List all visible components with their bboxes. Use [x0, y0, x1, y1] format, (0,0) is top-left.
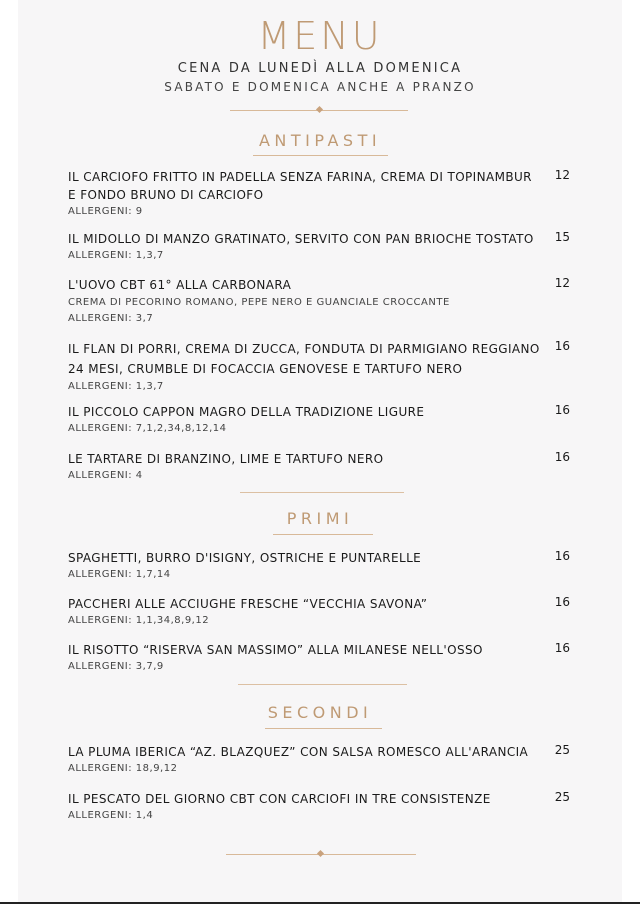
dish-name: IL RISOTTO “RISERVA SAN MASSIMO” ALLA MILANESE NELL'OSSO — [68, 643, 483, 657]
menu-subtitle-lunch: SABATO E DOMENICA ANCHE A PRANZO — [164, 80, 476, 94]
dish-name: PACCHERI ALLE ACCIUGHE FRESCHE “VECCHIA SAVONA” — [68, 597, 428, 611]
dish-tartare — [68, 450, 588, 483]
dish-midollo — [68, 230, 588, 263]
dish-allergens: ALLERGENI: 1,7,14 — [68, 569, 171, 580]
dish-allergens: ALLERGENI: 4 — [68, 470, 143, 481]
dish-price: 12 — [554, 276, 570, 290]
dish-allergens: ALLERGENI: 3,7,9 — [68, 661, 164, 672]
dish-name: IL FLAN DI PORRI, CREMA DI ZUCCA, FONDUTA DI PARMIGIANO REGGIANO 24 MESI, CRUMBLE DI FOCACCIA GENOVESE E TARTUFO NERO — [68, 342, 540, 376]
dish-allergens: ALLERGENI: 3,7 — [68, 313, 154, 324]
dish-name: IL PICCOLO CAPPON MAGRO DELLA TRADIZIONE LIGURE — [68, 405, 425, 419]
dish-price: 12 — [554, 168, 570, 182]
section-divider — [238, 684, 407, 685]
dish-price: 16 — [554, 450, 570, 464]
dish-price: 25 — [554, 790, 570, 804]
section-title-secondi: SECONDI — [267, 703, 373, 722]
dish-allergens: ALLERGENI: 7,1,2,34,8,12,14 — [68, 423, 227, 434]
dish-price: 16 — [554, 549, 570, 563]
dish-price: 16 — [554, 595, 570, 609]
dish-name: IL PESCATO DEL GIORNO CBT CON CARCIOFI IN TRE CONSISTENZE — [68, 792, 491, 806]
section-title-primi: PRIMI — [286, 509, 354, 528]
dish-name: IL MIDOLLO DI MANZO GRATINATO, SERVITO CON PAN BRIOCHE TOSTATO — [68, 232, 534, 246]
dish-pescato — [68, 790, 588, 823]
dish-uovo — [68, 276, 588, 326]
dish-description: CREMA DI PECORINO ROMANO, PEPE NERO E GUANCIALE CROCCANTE — [68, 297, 450, 308]
dish-price: 16 — [554, 339, 570, 353]
dish-risotto — [68, 641, 588, 674]
top-ornament-diamond — [316, 106, 323, 113]
page-bottom-border — [0, 902, 640, 904]
section-divider — [240, 492, 404, 493]
dish-cappon-magro — [68, 403, 588, 436]
dish-allergens: ALLERGENI: 1,3,7 — [68, 250, 164, 261]
dish-allergens: ALLERGENI: 1,1,34,8,9,12 — [68, 615, 210, 626]
section-underline-primi — [273, 534, 373, 535]
dish-carciofo — [68, 168, 588, 219]
dish-paccheri — [68, 595, 588, 628]
section-title-antipasti: ANTIPASTI — [258, 131, 382, 150]
menu-subtitle-dinner: CENA DA LUNEDÌ ALLA DOMENICA — [177, 61, 463, 76]
dish-spaghetti — [68, 549, 588, 582]
section-underline-antipasti — [253, 155, 388, 156]
dish-name: L'UOVO CBT 61° ALLA CARBONARA — [68, 278, 292, 292]
menu-page — [18, 0, 622, 902]
menu-title: MENU — [257, 14, 383, 58]
section-underline-secondi — [265, 728, 382, 729]
dish-allergens: ALLERGENI: 18,9,12 — [68, 763, 178, 774]
dish-allergens: ALLERGENI: 9 — [68, 206, 143, 217]
dish-flan — [68, 339, 588, 394]
dish-price: 16 — [554, 403, 570, 417]
bottom-ornament-diamond — [317, 850, 324, 857]
dish-price: 25 — [554, 743, 570, 757]
dish-allergens: ALLERGENI: 1,3,7 — [68, 381, 164, 392]
dish-allergens: ALLERGENI: 1,4 — [68, 810, 154, 821]
dish-name: SPAGHETTI, BURRO D'ISIGNY, OSTRICHE E PUNTARELLE — [68, 551, 422, 565]
dish-price: 15 — [554, 230, 570, 244]
dish-name: LA PLUMA IBERICA “AZ. BLAZQUEZ” CON SALSA ROMESCO ALL'ARANCIA — [68, 745, 529, 759]
dish-name: LE TARTARE DI BRANZINO, LIME E TARTUFO NERO — [68, 452, 384, 466]
dish-pluma-iberica — [68, 743, 588, 776]
dish-price: 16 — [554, 641, 570, 655]
dish-name: IL CARCIOFO FRITTO IN PADELLA SENZA FARINA, CREMA DI TOPINAMBUR E FONDO BRUNO DI CARCIOFO — [68, 170, 532, 202]
